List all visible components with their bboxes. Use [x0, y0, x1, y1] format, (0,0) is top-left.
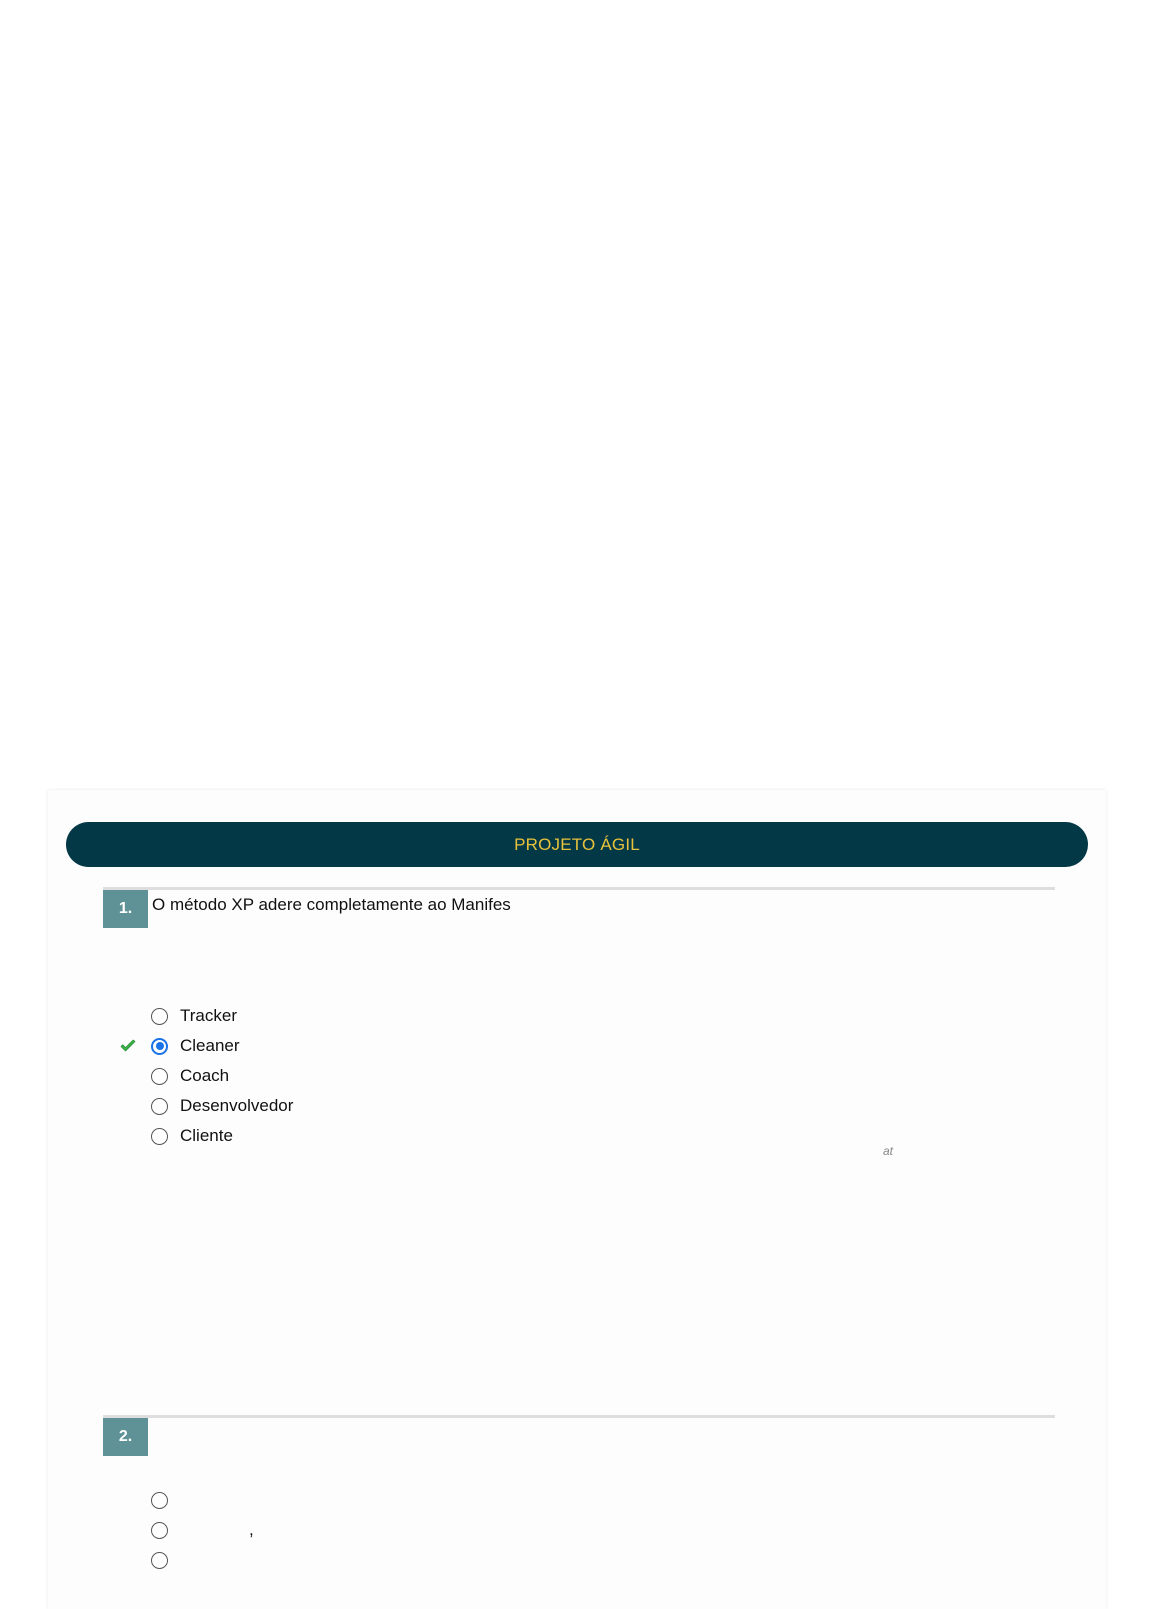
option-label: ,: [249, 1520, 254, 1539]
question-2: [103, 1415, 1055, 1609]
question-divider: [103, 1415, 1055, 1418]
radio-button[interactable]: [151, 1008, 168, 1025]
radio-button-selected[interactable]: [151, 1038, 168, 1055]
option-label: Cliente: [180, 1126, 233, 1145]
question-number: 1.: [103, 890, 148, 928]
option-2[interactable]: [151, 1517, 254, 1543]
option-label: Coach: [180, 1066, 230, 1085]
radio-button[interactable]: [151, 1522, 168, 1539]
radio-button[interactable]: [151, 1492, 168, 1509]
question-number: 2.: [103, 1418, 148, 1456]
faded-note: at: [883, 1144, 894, 1158]
question-divider: [103, 887, 1055, 890]
option-cleaner[interactable]: [151, 1033, 240, 1059]
option-label: Tracker: [180, 1006, 237, 1025]
radio-button[interactable]: [151, 1098, 168, 1115]
option-3[interactable]: [151, 1547, 180, 1573]
radio-button[interactable]: [151, 1128, 168, 1145]
radio-button[interactable]: [151, 1552, 168, 1569]
quiz-card: [48, 790, 1106, 1609]
option-tracker[interactable]: [151, 1003, 237, 1029]
option-desenvolvedor[interactable]: [151, 1093, 293, 1119]
question-1: [103, 887, 1055, 1267]
radio-button[interactable]: [151, 1068, 168, 1085]
checkmark-icon: [119, 1037, 137, 1055]
title-bar: [66, 822, 1088, 867]
option-coach[interactable]: [151, 1063, 229, 1089]
option-cliente[interactable]: [151, 1123, 233, 1149]
page-title: PROJETO ÁGIL: [514, 834, 640, 854]
option-label: Desenvolvedor: [180, 1096, 294, 1115]
option-label: Cleaner: [180, 1036, 240, 1055]
option-1[interactable]: [151, 1487, 180, 1513]
question-text: O método XP adere completamente ao Manifes: [152, 895, 511, 914]
